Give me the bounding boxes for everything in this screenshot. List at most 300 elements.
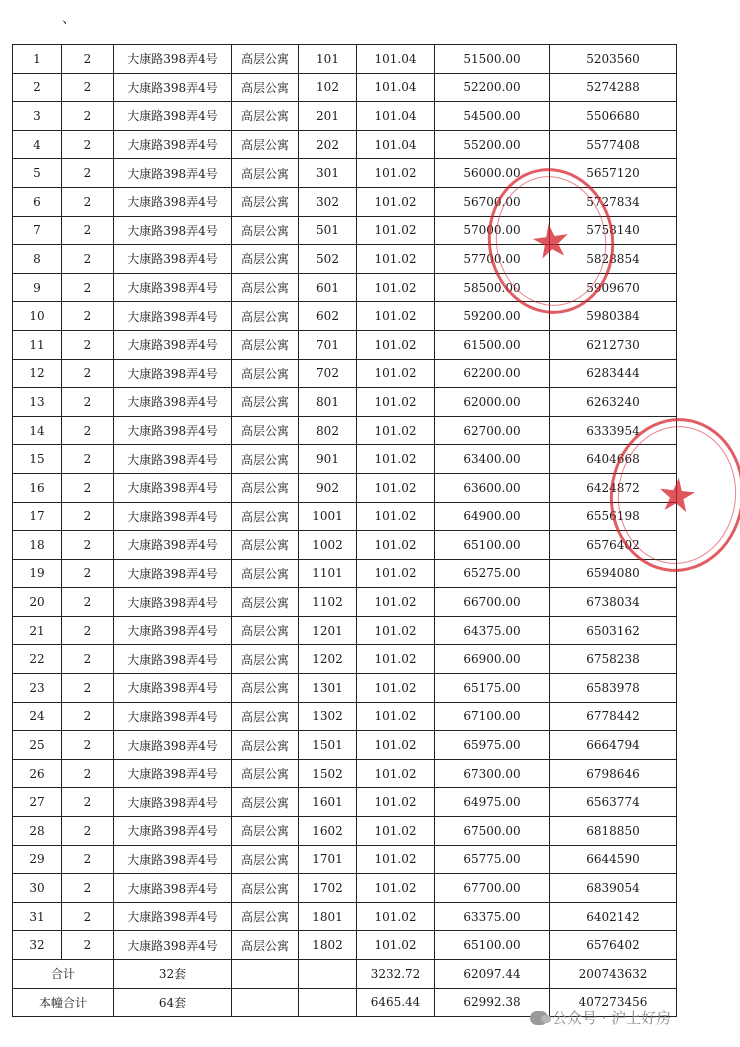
seal-star-icon: ★ [653,465,701,525]
unit-price-cell: 63400.00 [435,445,550,474]
building-number-cell: 2 [62,102,114,131]
property-type-cell: 高层公寓 [232,931,299,960]
unit-price-cell: 61500.00 [435,330,550,359]
grand-total-area: 6465.44 [357,988,435,1017]
unit-price-cell: 67700.00 [435,874,550,903]
unit-price-cell: 65100.00 [435,931,550,960]
room-number-cell: 1502 [299,759,357,788]
address-cell: 大康路398弄4号 [114,45,232,74]
building-number-cell: 2 [62,931,114,960]
row-number-cell: 16 [13,473,62,502]
table-row [13,502,677,531]
room-number-cell: 602 [299,302,357,331]
building-number-cell: 2 [62,159,114,188]
property-type-cell: 高层公寓 [232,788,299,817]
address-cell: 大康路398弄4号 [114,931,232,960]
area-cell: 101.02 [357,502,435,531]
property-type-cell: 高层公寓 [232,159,299,188]
area-cell: 101.02 [357,473,435,502]
unit-price-cell: 63375.00 [435,902,550,931]
area-cell: 101.02 [357,702,435,731]
total-price-cell: 5828854 [550,245,677,274]
property-type-cell: 高层公寓 [232,45,299,74]
room-number-cell: 301 [299,159,357,188]
row-number-cell: 7 [13,216,62,245]
total-price-cell: 5274288 [550,73,677,102]
total-price-cell: 6758238 [550,645,677,674]
address-cell: 大康路398弄4号 [114,273,232,302]
room-number-cell: 1602 [299,817,357,846]
total-price-cell: 6664794 [550,731,677,760]
row-number-cell: 5 [13,159,62,188]
address-cell: 大康路398弄4号 [114,502,232,531]
address-cell: 大康路398弄4号 [114,902,232,931]
room-number-cell: 502 [299,245,357,274]
area-cell: 101.02 [357,731,435,760]
row-number-cell: 15 [13,445,62,474]
building-number-cell: 2 [62,73,114,102]
table-row [13,359,677,388]
row-number-cell: 13 [13,388,62,417]
room-number-cell: 501 [299,216,357,245]
area-cell: 101.02 [357,273,435,302]
table-row [13,45,677,74]
room-number-cell: 1501 [299,731,357,760]
subtotal-count: 32套 [114,960,232,989]
room-number-cell: 1702 [299,874,357,903]
total-price-cell: 5506680 [550,102,677,131]
total-price-cell: 6594080 [550,559,677,588]
unit-price-cell: 64975.00 [435,788,550,817]
wechat-icon [530,1011,548,1025]
table-row [13,788,677,817]
address-cell: 大康路398弄4号 [114,416,232,445]
total-price-cell: 6404668 [550,445,677,474]
property-type-cell: 高层公寓 [232,902,299,931]
table-row [13,245,677,274]
room-number-cell: 902 [299,473,357,502]
total-price-cell: 5758140 [550,216,677,245]
unit-price-cell: 63600.00 [435,473,550,502]
table-row [13,130,677,159]
total-price-cell: 6839054 [550,874,677,903]
property-type-cell: 高层公寓 [232,674,299,703]
watermark-text: 公众号 · 沪上好房 [552,1009,672,1027]
address-cell: 大康路398弄4号 [114,388,232,417]
building-number-cell: 2 [62,445,114,474]
row-number-cell: 12 [13,359,62,388]
room-number-cell: 601 [299,273,357,302]
building-number-cell: 2 [62,645,114,674]
table-row [13,216,677,245]
seal-star-icon: ★ [526,211,576,271]
property-type-cell: 高层公寓 [232,130,299,159]
stray-mark: 、 [62,11,76,27]
row-number-cell: 17 [13,502,62,531]
total-price-cell: 5727834 [550,187,677,216]
area-cell: 101.04 [357,102,435,131]
room-number-cell: 702 [299,359,357,388]
table-row [13,102,677,131]
area-cell: 101.02 [357,559,435,588]
area-cell: 101.02 [357,902,435,931]
address-cell: 大康路398弄4号 [114,473,232,502]
unit-price-cell: 67500.00 [435,817,550,846]
address-cell: 大康路398弄4号 [114,445,232,474]
address-cell: 大康路398弄4号 [114,187,232,216]
unit-price-cell: 55200.00 [435,130,550,159]
property-type-cell: 高层公寓 [232,216,299,245]
address-cell: 大康路398弄4号 [114,73,232,102]
room-number-cell: 1101 [299,559,357,588]
row-number-cell: 9 [13,273,62,302]
total-price-cell: 6818850 [550,817,677,846]
table-row [13,874,677,903]
building-number-cell: 2 [62,302,114,331]
room-number-cell: 1701 [299,845,357,874]
area-cell: 101.04 [357,130,435,159]
room-number-cell: 1102 [299,588,357,617]
table-row [13,416,677,445]
table-row [13,159,677,188]
unit-price-cell: 65275.00 [435,559,550,588]
building-number-cell: 2 [62,245,114,274]
address-cell: 大康路398弄4号 [114,845,232,874]
property-type-cell: 高层公寓 [232,559,299,588]
row-number-cell: 19 [13,559,62,588]
total-price-cell: 5980384 [550,302,677,331]
unit-price-cell: 65100.00 [435,531,550,560]
building-number-cell: 2 [62,531,114,560]
table-row [13,817,677,846]
address-cell: 大康路398弄4号 [114,216,232,245]
unit-price-cell: 57000.00 [435,216,550,245]
property-type-cell: 高层公寓 [232,330,299,359]
address-cell: 大康路398弄4号 [114,302,232,331]
building-number-cell: 2 [62,616,114,645]
row-number-cell: 20 [13,588,62,617]
building-number-cell: 2 [62,731,114,760]
row-number-cell: 25 [13,731,62,760]
building-number-cell: 2 [62,330,114,359]
total-price-cell: 5657120 [550,159,677,188]
area-cell: 101.02 [357,645,435,674]
property-type-cell: 高层公寓 [232,359,299,388]
building-number-cell: 2 [62,502,114,531]
row-number-cell: 24 [13,702,62,731]
unit-price-cell: 57700.00 [435,245,550,274]
subtotal-empty-1 [232,960,299,989]
area-cell: 101.02 [357,674,435,703]
grand-total-unit-price: 62992.38 [435,988,550,1017]
total-price-cell: 6563774 [550,788,677,817]
total-price-cell: 6644590 [550,845,677,874]
area-cell: 101.02 [357,616,435,645]
total-price-cell: 6333954 [550,416,677,445]
unit-price-cell: 54500.00 [435,102,550,131]
area-cell: 101.02 [357,159,435,188]
property-type-cell: 高层公寓 [232,302,299,331]
room-number-cell: 1802 [299,931,357,960]
table-row [13,931,677,960]
total-price-cell: 6576402 [550,931,677,960]
row-number-cell: 29 [13,845,62,874]
building-number-cell: 2 [62,902,114,931]
total-price-cell: 5577408 [550,130,677,159]
address-cell: 大康路398弄4号 [114,245,232,274]
property-type-cell: 高层公寓 [232,731,299,760]
table-row [13,531,677,560]
unit-price-cell: 67100.00 [435,702,550,731]
property-type-cell: 高层公寓 [232,531,299,560]
building-number-cell: 2 [62,559,114,588]
property-type-cell: 高层公寓 [232,645,299,674]
unit-price-cell: 66700.00 [435,588,550,617]
unit-price-cell: 64375.00 [435,616,550,645]
area-cell: 101.04 [357,73,435,102]
room-number-cell: 1301 [299,674,357,703]
table-row [13,845,677,874]
total-price-cell: 6263240 [550,388,677,417]
room-number-cell: 1001 [299,502,357,531]
row-number-cell: 27 [13,788,62,817]
table-row [13,273,677,302]
building-number-cell: 2 [62,473,114,502]
room-number-cell: 1601 [299,788,357,817]
row-number-cell: 22 [13,645,62,674]
property-type-cell: 高层公寓 [232,445,299,474]
building-number-cell: 2 [62,759,114,788]
address-cell: 大康路398弄4号 [114,874,232,903]
area-cell: 101.02 [357,531,435,560]
address-cell: 大康路398弄4号 [114,674,232,703]
area-cell: 101.02 [357,931,435,960]
area-cell: 101.02 [357,788,435,817]
area-cell: 101.02 [357,759,435,788]
property-type-cell: 高层公寓 [232,845,299,874]
property-type-cell: 高层公寓 [232,702,299,731]
room-number-cell: 901 [299,445,357,474]
grand-total-empty-1 [232,988,299,1017]
total-price-cell: 6738034 [550,588,677,617]
address-cell: 大康路398弄4号 [114,130,232,159]
total-price-cell: 5909670 [550,273,677,302]
subtotal-unit-price: 62097.44 [435,960,550,989]
total-price-cell: 6798646 [550,759,677,788]
table-row [13,759,677,788]
area-cell: 101.02 [357,187,435,216]
table-row [13,445,677,474]
table-body [13,45,677,960]
table-row [13,702,677,731]
room-number-cell: 701 [299,330,357,359]
unit-price-cell: 56000.00 [435,159,550,188]
property-type-cell: 高层公寓 [232,416,299,445]
room-number-cell: 801 [299,388,357,417]
area-cell: 101.02 [357,216,435,245]
grand-total-count: 64套 [114,988,232,1017]
room-number-cell: 1201 [299,616,357,645]
grand-total-empty-2 [299,988,357,1017]
row-number-cell: 8 [13,245,62,274]
property-type-cell: 高层公寓 [232,273,299,302]
row-number-cell: 23 [13,674,62,703]
row-number-cell: 32 [13,931,62,960]
property-type-cell: 高层公寓 [232,473,299,502]
room-number-cell: 802 [299,416,357,445]
property-type-cell: 高层公寓 [232,388,299,417]
subtotal-area: 3232.72 [357,960,435,989]
subtotal-row [13,960,677,989]
total-price-cell: 6283444 [550,359,677,388]
property-type-cell: 高层公寓 [232,73,299,102]
address-cell: 大康路398弄4号 [114,330,232,359]
total-price-cell: 6402142 [550,902,677,931]
subtotal-total: 200743632 [550,960,677,989]
building-number-cell: 2 [62,388,114,417]
building-number-cell: 2 [62,845,114,874]
table-row [13,388,677,417]
unit-price-cell: 58500.00 [435,273,550,302]
table-row [13,473,677,502]
table-row [13,187,677,216]
area-cell: 101.02 [357,388,435,417]
row-number-cell: 10 [13,302,62,331]
building-number-cell: 2 [62,588,114,617]
building-number-cell: 2 [62,130,114,159]
area-cell: 101.02 [357,874,435,903]
total-price-cell: 6503162 [550,616,677,645]
property-type-cell: 高层公寓 [232,588,299,617]
property-type-cell: 高层公寓 [232,502,299,531]
room-number-cell: 1801 [299,902,357,931]
row-number-cell: 6 [13,187,62,216]
property-type-cell: 高层公寓 [232,874,299,903]
table-row [13,330,677,359]
address-cell: 大康路398弄4号 [114,102,232,131]
unit-price-cell: 52200.00 [435,73,550,102]
table-row [13,73,677,102]
row-number-cell: 31 [13,902,62,931]
property-type-cell: 高层公寓 [232,245,299,274]
address-cell: 大康路398弄4号 [114,788,232,817]
total-price-cell: 6576402 [550,531,677,560]
area-cell: 101.02 [357,817,435,846]
row-number-cell: 28 [13,817,62,846]
room-number-cell: 1302 [299,702,357,731]
building-number-cell: 2 [62,817,114,846]
area-cell: 101.02 [357,845,435,874]
total-price-cell: 5203560 [550,45,677,74]
property-type-cell: 高层公寓 [232,817,299,846]
unit-price-cell: 59200.00 [435,302,550,331]
total-price-cell: 6212730 [550,330,677,359]
unit-price-cell: 65175.00 [435,674,550,703]
address-cell: 大康路398弄4号 [114,159,232,188]
watermark [530,1007,671,1028]
row-number-cell: 4 [13,130,62,159]
unit-price-cell: 66900.00 [435,645,550,674]
table-row [13,559,677,588]
table-row [13,588,677,617]
building-number-cell: 2 [62,702,114,731]
unit-price-cell: 62000.00 [435,388,550,417]
table-row [13,302,677,331]
area-cell: 101.02 [357,245,435,274]
address-cell: 大康路398弄4号 [114,645,232,674]
row-number-cell: 30 [13,874,62,903]
grand-total-total: 407273456 [550,988,677,1017]
total-price-cell: 6583978 [550,674,677,703]
room-number-cell: 201 [299,102,357,131]
unit-price-cell: 65775.00 [435,845,550,874]
building-number-cell: 2 [62,874,114,903]
area-cell: 101.02 [357,302,435,331]
unit-price-cell: 67300.00 [435,759,550,788]
total-price-cell: 6424872 [550,473,677,502]
building-number-cell: 2 [62,45,114,74]
address-cell: 大康路398弄4号 [114,531,232,560]
room-number-cell: 101 [299,45,357,74]
address-cell: 大康路398弄4号 [114,731,232,760]
unit-price-cell: 62200.00 [435,359,550,388]
table-row [13,731,677,760]
building-number-cell: 2 [62,216,114,245]
row-number-cell: 21 [13,616,62,645]
total-price-cell: 6778442 [550,702,677,731]
table-row [13,902,677,931]
row-number-cell: 18 [13,531,62,560]
unit-price-cell: 65975.00 [435,731,550,760]
subtotal-label: 合计 [13,960,114,989]
row-number-cell: 26 [13,759,62,788]
area-cell: 101.02 [357,330,435,359]
row-number-cell: 11 [13,330,62,359]
unit-price-cell: 51500.00 [435,45,550,74]
address-cell: 大康路398弄4号 [114,817,232,846]
area-cell: 101.02 [357,588,435,617]
price-list-table [12,44,677,1017]
address-cell: 大康路398弄4号 [114,359,232,388]
address-cell: 大康路398弄4号 [114,559,232,588]
address-cell: 大康路398弄4号 [114,759,232,788]
building-number-cell: 2 [62,674,114,703]
area-cell: 101.02 [357,445,435,474]
address-cell: 大康路398弄4号 [114,702,232,731]
table-row [13,616,677,645]
table-row [13,645,677,674]
building-number-cell: 2 [62,788,114,817]
building-number-cell: 2 [62,273,114,302]
area-cell: 101.02 [357,359,435,388]
property-type-cell: 高层公寓 [232,616,299,645]
room-number-cell: 202 [299,130,357,159]
row-number-cell: 14 [13,416,62,445]
subtotal-empty-2 [299,960,357,989]
address-cell: 大康路398弄4号 [114,588,232,617]
row-number-cell: 2 [13,73,62,102]
property-type-cell: 高层公寓 [232,102,299,131]
building-number-cell: 2 [62,187,114,216]
area-cell: 101.02 [357,416,435,445]
room-number-cell: 1002 [299,531,357,560]
grand-total-label: 本幢合计 [13,988,114,1017]
room-number-cell: 102 [299,73,357,102]
area-cell: 101.04 [357,45,435,74]
unit-price-cell: 62700.00 [435,416,550,445]
unit-price-cell: 64900.00 [435,502,550,531]
total-price-cell: 6556198 [550,502,677,531]
